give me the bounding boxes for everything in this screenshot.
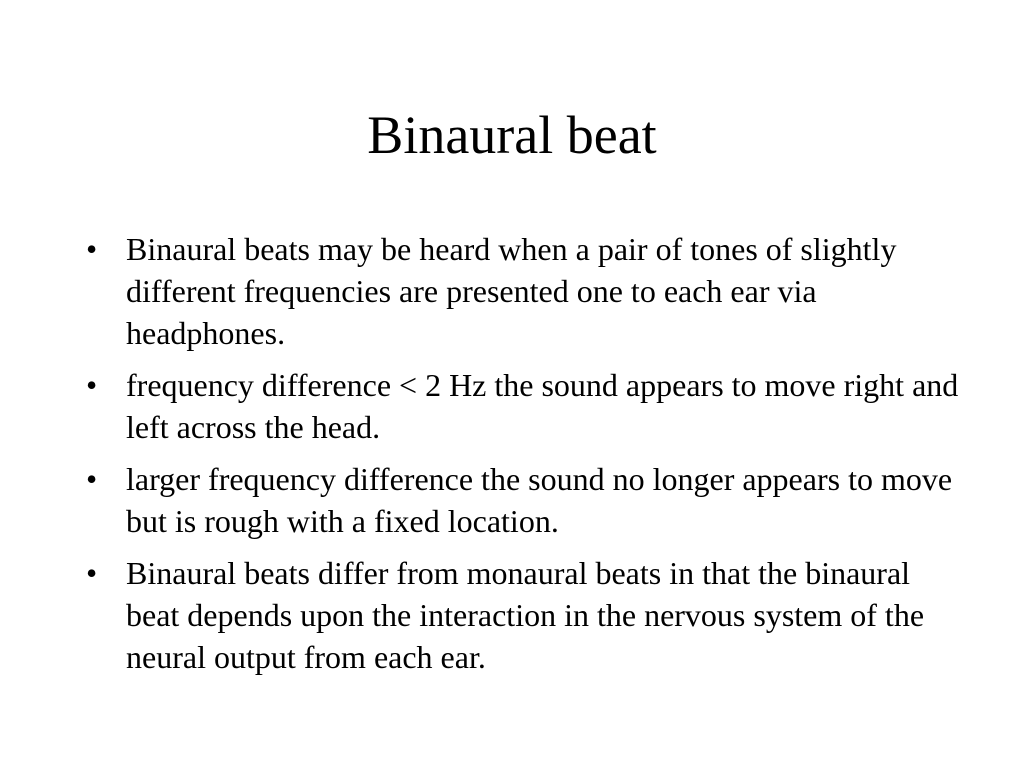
bullet-item — [80, 458, 960, 542]
bullet-item — [80, 364, 960, 448]
bullet-marker: • — [86, 461, 98, 497]
bullet-text: larger frequency difference the sound no longer appears to move but is rough with a fixed location. — [126, 461, 953, 539]
bullet-marker: • — [86, 231, 98, 267]
bullet-text: Binaural beats differ from monaural beats in that the binaural beat depends upon the interaction in the nervous system of the neural output from each ear. — [126, 555, 925, 675]
bullet-item — [80, 552, 960, 678]
bullet-list — [80, 228, 960, 688]
bullet-item — [80, 228, 960, 354]
bullet-marker: • — [86, 555, 98, 591]
slide-title: Binaural beat — [367, 105, 657, 165]
bullet-text: frequency difference < 2 Hz the sound appears to move right and left across the head. — [126, 367, 959, 445]
bullet-text: Binaural beats may be heard when a pair of tones of slightly different frequencies are presented one to each ear via headphones. — [126, 231, 897, 351]
bullet-marker: • — [86, 367, 98, 403]
